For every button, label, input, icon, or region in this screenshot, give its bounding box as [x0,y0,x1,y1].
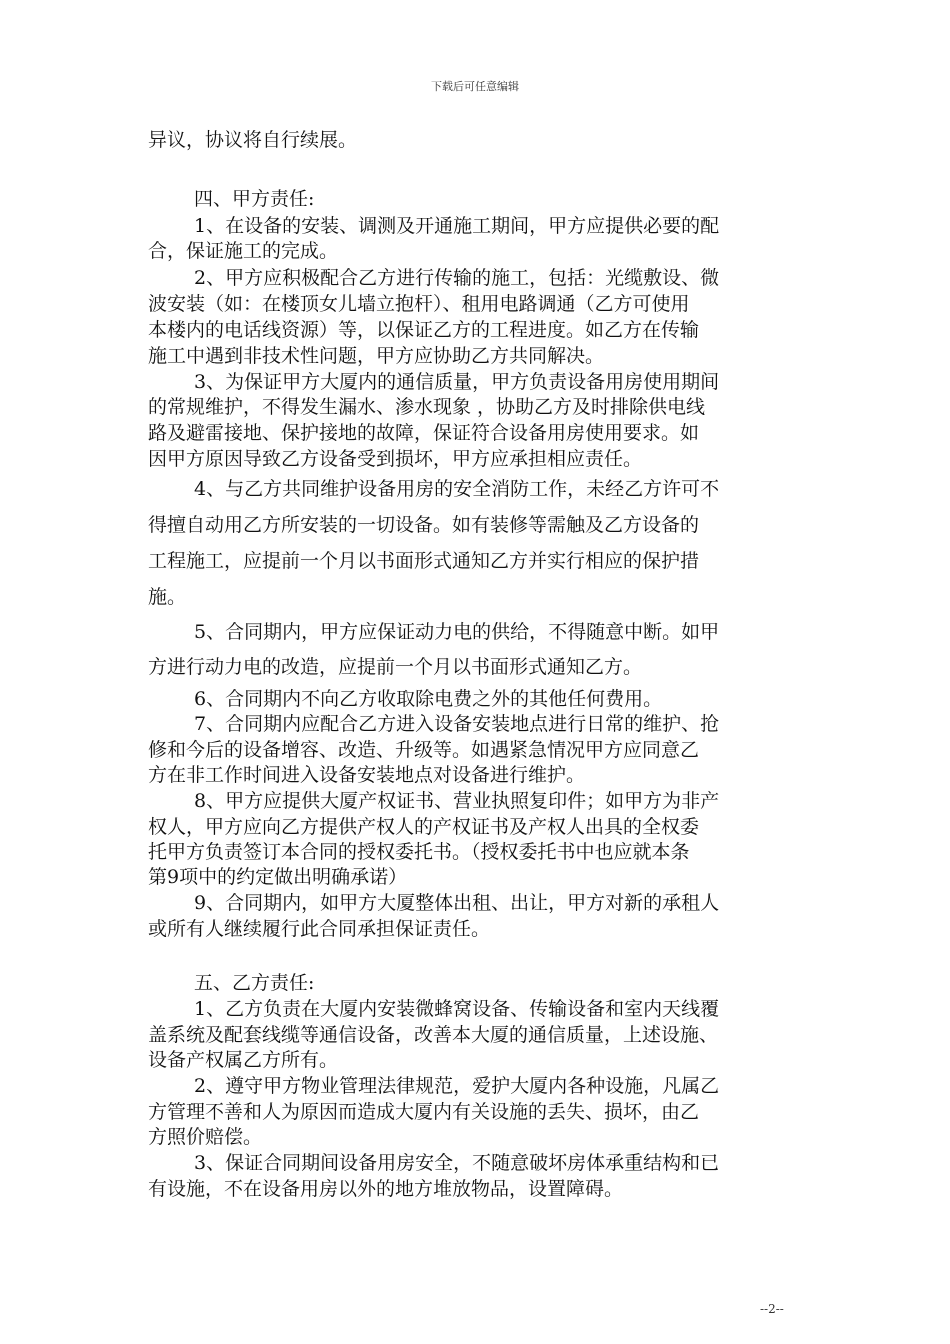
text-line: 修和今后的设备增容、改造、升级等。如遇紧急情况甲方应同意乙 [148,739,700,761]
text-line: 路及避雷接地、保护接地的故障，保证符合设备用房使用要求。如 [148,422,700,444]
text-line: 1、在设备的安装、调测及开通施工期间，甲方应提供必要的配 [194,215,720,237]
text-line: 波安装（如：在楼顶女儿墙立抱杆）、租用电路调通（乙方可使用 [148,293,690,315]
text-line: 方照价赔偿。 [148,1126,263,1148]
text-line: 2、遵守甲方物业管理法律规范，爱护大厦内各种设施，凡属乙 [194,1075,720,1097]
text-line: 4、与乙方共同维护设备用房的安全消防工作，未经乙方许可不 [194,478,720,500]
text-line: 方在非工作时间进入设备安装地点对设备进行维护。 [148,764,586,786]
text-line: 8、甲方应提供大厦产权证书、营业执照复印件；如甲方为非产 [194,790,720,812]
text-line: 6、合同期内不向乙方收取除电费之外的其他任何费用。 [194,688,663,710]
text-line: 3、保证合同期间设备用房安全，不随意破坏房体承重结构和已 [194,1152,720,1174]
text-line: 3、为保证甲方大厦内的通信质量，甲方负责设备用房使用期间 [194,371,720,393]
text-line: 施工中遇到非技术性问题，甲方应协助乙方共同解决。 [148,345,605,367]
text-line: 第9项中的约定做出明确承诺） [148,866,408,888]
text-line: 设备产权属乙方所有。 [148,1049,339,1071]
text-line: 9、合同期内，如甲方大厦整体出租、出让，甲方对新的承租人 [194,892,720,914]
text-line: 权人，甲方应向乙方提供产权人的产权证书及产权人出具的全权委 [148,816,700,838]
text-line: 有设施，不在设备用房以外的地方堆放物品，设置障碍。 [148,1178,624,1200]
text-line: 7、合同期内应配合乙方进入设备安装地点进行日常的维护、抢 [194,713,720,735]
page-header: 下载后可任意编辑 [431,80,519,93]
text-line: 工程施工，应提前一个月以书面形式通知乙方并实行相应的保护措 [148,550,700,572]
text-line: 或所有人继续履行此合同承担保证责任。 [148,918,491,940]
text-line: 方管理不善和人为原因而造成大厦内有关设施的丢失、损坏，由乙 [148,1101,700,1123]
text-line: 5、合同期内，甲方应保证动力电的供给，不得随意中断。如甲 [194,621,720,643]
text-line: 盖系统及配套线缆等通信设备，改善本大厦的通信质量，上述设施、 [148,1024,719,1046]
text-line: 因甲方原因导致乙方设备受到损坏，甲方应承担相应责任。 [148,448,643,470]
text-line: 方进行动力电的改造，应提前一个月以书面形式通知乙方。 [148,656,643,678]
text-line: 异议，协议将自行续展。 [148,129,358,151]
text-line: 2、甲方应积极配合乙方进行传输的施工，包括：光缆敷设、微 [194,267,720,289]
text-line: 的常规维护，不得发生漏水、渗水现象 ，协助乙方及时排除供电线 [148,396,706,418]
text-line: 托甲方负责签订本合同的授权委托书。（授权委托书中也应就本条 [148,841,690,863]
text-line: 合，保证施工的完成。 [148,240,339,262]
text-line: 1、乙方负责在大厦内安装微蜂窝设备、传输设备和室内天线覆 [194,998,720,1020]
text-line: 施。 [148,586,187,608]
page-number: --2-- [760,1302,784,1316]
text-line: 得擅自动用乙方所安装的一切设备。如有装修等需触及乙方设备的 [148,514,700,536]
text-line: 本楼内的电话线资源）等，以保证乙方的工程进度。如乙方在传输 [148,319,700,341]
section-heading: 五、乙方责任: [194,972,315,994]
section-heading: 四、甲方责任: [194,188,315,210]
